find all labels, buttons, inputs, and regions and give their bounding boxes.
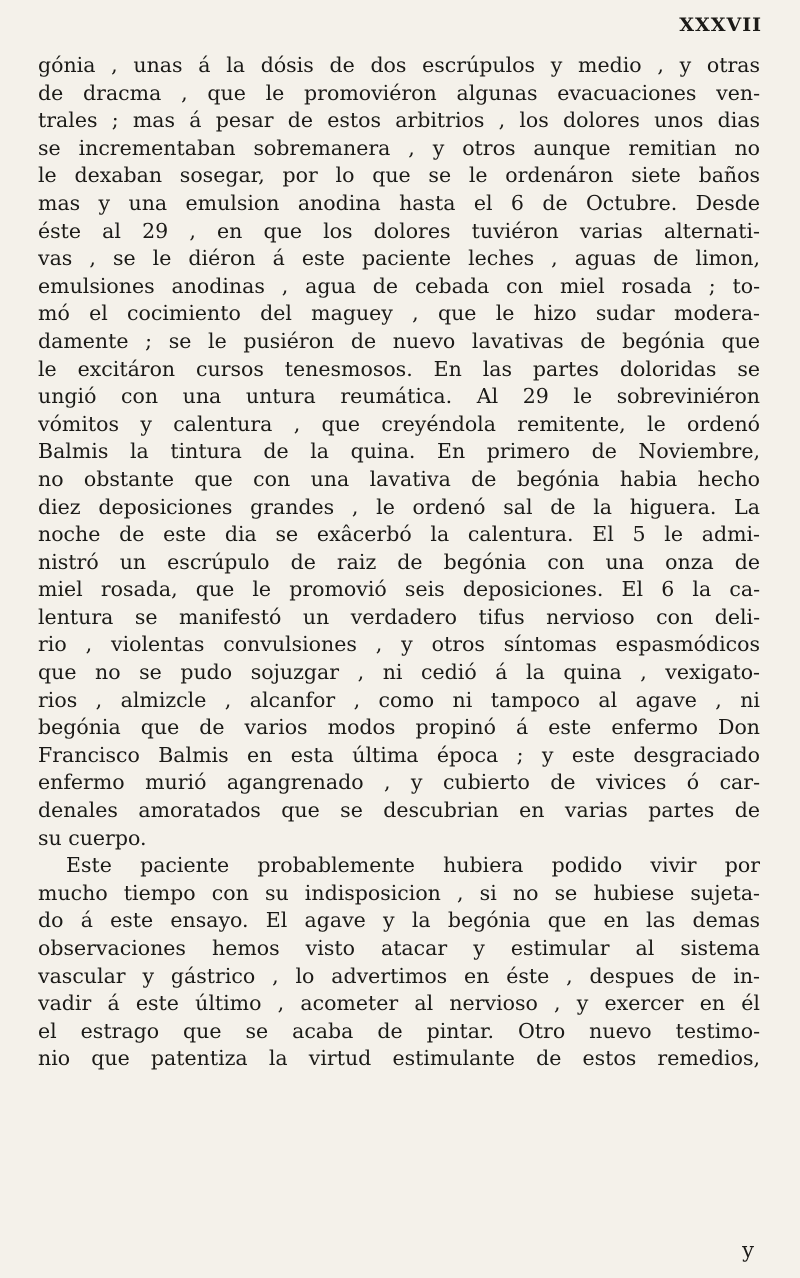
text-line: nistró un escrúpulo de raiz de begónia con una onza de (38, 549, 760, 574)
text-line: rio , violentas convulsiones , y otros síntomas espasmódicos (38, 632, 760, 657)
text-line: vascular y gástrico , lo advertimos en éste , despues de in- (38, 963, 760, 988)
text-line: diez deposiciones grandes , le ordenó sal de la higuera. La (38, 494, 760, 519)
text-line: ungió con una untura reumática. Al 29 le sobreviniéron (38, 384, 760, 409)
text-line: lentura se manifestó un verdadero tifus nervioso con deli- (38, 604, 760, 629)
catchword: y (742, 1238, 754, 1262)
text-line: vadir á este último , acometer al nervioso , y exercer en él (38, 991, 760, 1016)
text-line: mas y una emulsion anodina hasta el 6 de Octubre. Desde (38, 190, 760, 215)
text-line: vas , se le diéron á este paciente leches , aguas de limon, (38, 246, 760, 271)
text-line: trales ; mas á pesar de estos arbitrios , los dolores unos dias (38, 108, 760, 133)
text-line: vómitos y calentura , que creyéndola remitente, le ordenó (38, 411, 760, 436)
text-line: mó el cocimiento del maguey , que le hizo sudar modera- (38, 301, 760, 326)
paragraph-2 (38, 852, 760, 1073)
text-line: le dexaban sosegar, por lo que se le ordenáron siete baños (38, 163, 760, 188)
text-line: nio que patentiza la virtud estimulante de estos remedios, (38, 1046, 760, 1071)
body-text (38, 52, 760, 1073)
text-line: enfermo murió agangrenado , y cubierto de vivices ó car- (38, 770, 760, 795)
text-line: mucho tiempo con su indisposicion , si no se hubiese sujeta- (38, 880, 760, 905)
text-line: de dracma , que le promoviéron algunas evacuaciones ven- (38, 80, 760, 105)
text-line: el estrago que se acaba de pintar. Otro nuevo testimo- (38, 1018, 760, 1043)
text-line: Balmis la tintura de la quina. En primero de Noviembre, (38, 439, 760, 464)
text-line: Francisco Balmis en esta última época ; y este desgraciado (38, 742, 760, 767)
text-line: Este paciente probablemente hubiera podido vivir por (66, 853, 760, 878)
text-line: éste al 29 , en que los dolores tuviéron varias alternati- (38, 218, 760, 243)
text-line: gónia , unas á la dósis de dos escrúpulos y medio , y otras (38, 53, 760, 77)
text-line: observaciones hemos visto atacar y estimular al sistema (38, 936, 760, 960)
text-line: que no se pudo sojuzgar , ni cedió á la quina , vexigato- (38, 660, 760, 685)
text-line: miel rosada, que le promovió seis deposiciones. El 6 la ca- (38, 577, 760, 602)
text-line: le excitáron cursos tenesmosos. En las partes doloridas se (38, 356, 760, 381)
text-line: noche de este dia se exâcerbó la calentura. El 5 le admi- (38, 522, 760, 547)
text-line: damente ; se le pusiéron de nuevo lavativas de begónia que (38, 328, 760, 353)
page-number: XXXVII (679, 14, 762, 36)
text-line: begónia que de varios modos propinó á este enfermo Don (38, 715, 760, 740)
paragraph-1 (38, 52, 760, 852)
text-line: rios , almizcle , alcanfor , como ni tampoco al agave , ni (38, 687, 760, 712)
text-line: se incrementaban sobremanera , y otros aunque remitian no (38, 135, 760, 160)
text-line: emulsiones anodinas , agua de cebada con miel rosada ; to- (38, 273, 760, 298)
text-line: denales amoratados que se descubrian en varias partes de (38, 798, 760, 823)
text-line: do á este ensayo. El agave y la begónia que en las demas (38, 908, 760, 933)
text-line: no obstante que con una lavativa de begónia habia hecho (38, 466, 760, 491)
text-line: su cuerpo. (38, 825, 147, 850)
